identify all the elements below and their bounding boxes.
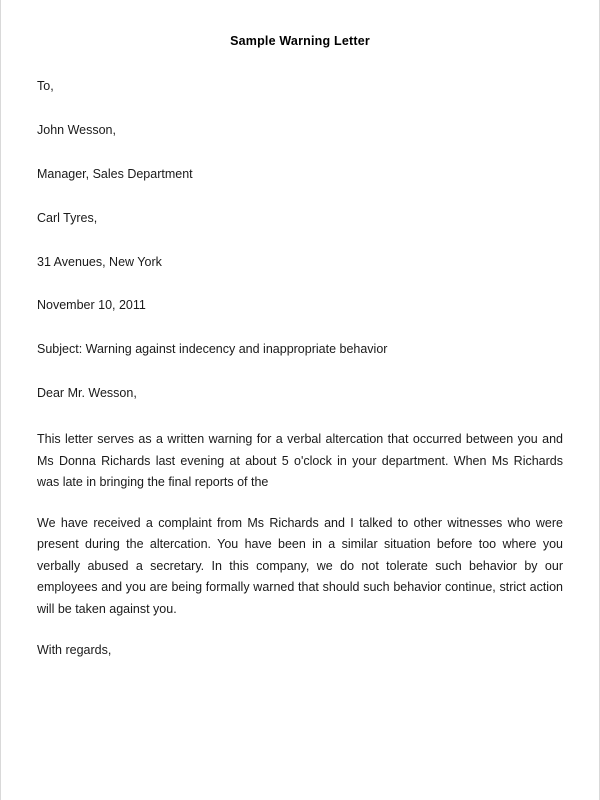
body-paragraph-2: We have received a complaint from Ms Richards and I talked to other witnesses who were present during the altercation. You have been in a similar situation before too where you verbally abused a secretary. In this company, we do not tolerate such behavior by our employees and you are being formally warned that should such behavior continue, strict action will be taken against you.: [37, 515, 563, 616]
address-line-to: To,: [37, 79, 54, 93]
closing-line: With regards,: [37, 643, 112, 657]
salutation: Dear Mr. Wesson,: [37, 386, 137, 401]
address-line-date: November 10, 2011: [37, 298, 146, 313]
page-title: Sample Warning Letter: [230, 34, 370, 48]
address-line-recipient-name: John Wesson,: [37, 122, 116, 137]
address-line-company: Carl Tyres,: [37, 210, 98, 225]
subject-line: Subject: Warning against indecency and inappropriate behavior: [37, 342, 388, 357]
address-line-title: Manager, Sales Department: [37, 166, 193, 181]
body-paragraph-1: This letter serves as a written warning for a verbal altercation that occurred between you and Ms Donna Richards last evening at about 5 o'clock in your department. When Ms Richards was late in bringing the final reports of the: [37, 432, 563, 489]
address-line-street: 31 Avenues, New York: [37, 254, 162, 269]
document-body: [1, 0, 599, 659]
